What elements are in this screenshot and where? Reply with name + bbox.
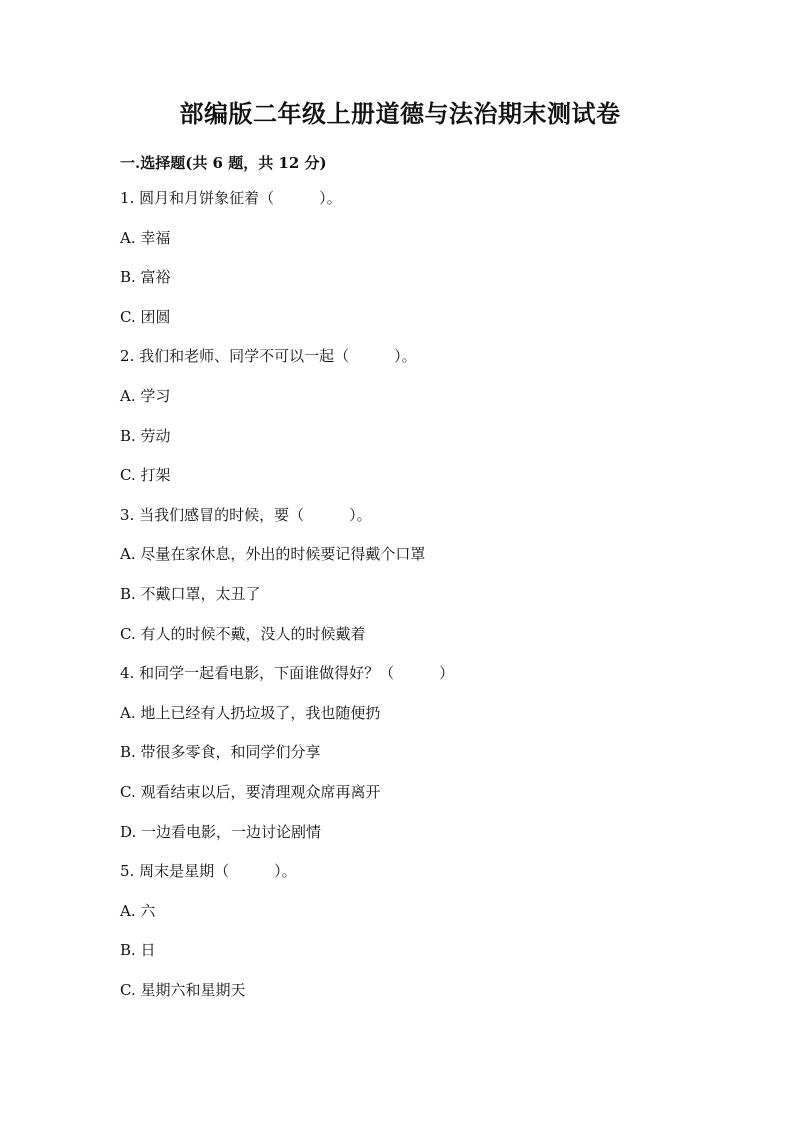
- question-1-option-a: A. 幸福: [120, 229, 171, 247]
- page-title: 部编版二年级上册道德与法治期末测试卷: [179, 99, 621, 128]
- question-2-option-c: C. 打架: [120, 466, 171, 484]
- question-2-option-a: A. 学习: [120, 387, 171, 405]
- question-5-option-c: C. 星期六和星期天: [120, 981, 246, 999]
- question-4-option-a: A. 地上已经有人扔垃圾了，我也随便扔: [120, 704, 381, 722]
- question-4-option-b: B. 带很多零食，和同学们分享: [120, 743, 321, 761]
- question-4-option-c: C. 观看结束以后，要清理观众席再离开: [120, 783, 381, 801]
- question-5-option-a: A. 六: [120, 902, 156, 920]
- question-2-stem: 2. 我们和老师、同学不可以一起（ ）。: [120, 347, 417, 365]
- question-4-option-d: D. 一边看电影，一边讨论剧情: [120, 823, 322, 841]
- question-5-stem: 5. 周末是星期（ ）。: [120, 862, 297, 880]
- question-2-option-b: B. 劳动: [120, 427, 171, 445]
- question-1-option-c: C. 团圆: [120, 308, 171, 326]
- question-1-option-b: B. 富裕: [120, 268, 171, 286]
- question-4-stem: 4. 和同学一起看电影，下面谁做得好？（ ）: [120, 664, 455, 682]
- question-5-option-b: B. 日: [120, 941, 156, 959]
- question-3-option-c: C. 有人的时候不戴，没人的时候戴着: [120, 625, 366, 643]
- question-3-option-a: A. 尽量在家休息，外出的时候要记得戴个口罩: [120, 545, 426, 563]
- question-3-option-b: B. 不戴口罩，太丑了: [120, 585, 261, 603]
- section-heading: 一.选择题(共 6 题，共 12 分): [120, 154, 327, 172]
- question-3-stem: 3. 当我们感冒的时候，要（ ）。: [120, 506, 372, 524]
- question-1-stem: 1. 圆月和月饼象征着（ ）。: [120, 189, 342, 207]
